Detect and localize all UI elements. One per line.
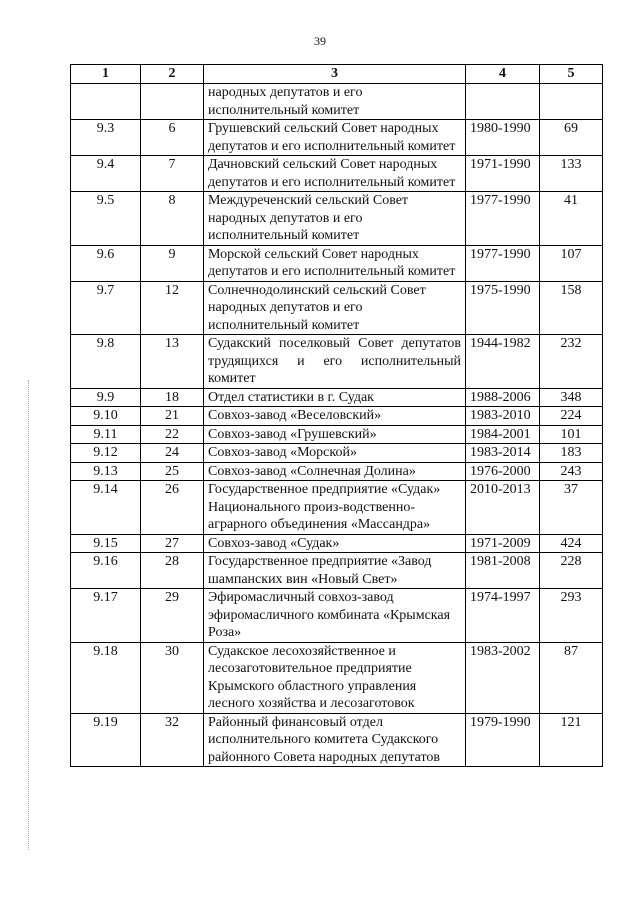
cell-file-count: 224	[540, 407, 603, 426]
cell-fund-index: 24	[141, 444, 204, 463]
table-row	[71, 642, 603, 713]
table-row	[71, 713, 603, 767]
cell-years: 1971-1990	[466, 156, 540, 192]
cell-number: 9.16	[71, 553, 141, 589]
table-row	[71, 481, 603, 535]
cell-fund-name: Междуреченский сельский Совет народных депутатов и его исполнительный комитет	[204, 192, 466, 246]
cell-fund-name: Совхоз-завод «Солнечная Долина»	[204, 462, 466, 481]
cell-file-count: 183	[540, 444, 603, 463]
cell-file-count: 121	[540, 713, 603, 767]
cell-fund-index: 32	[141, 713, 204, 767]
margin-dotted-line	[28, 380, 29, 850]
cell-fund-name: Районный финансовый отдел исполнительного комитета Судакского районного Совета народных депутатов	[204, 713, 466, 767]
cell-years: 1974-1997	[466, 589, 540, 643]
cell-fund-name: Грушевский сельский Совет народных депутатов и его исполнительный комитет	[204, 120, 466, 156]
header-col-5: 5	[540, 65, 603, 84]
header-col-3: 3	[204, 65, 466, 84]
header-col-4: 4	[466, 65, 540, 84]
cell-file-count: 41	[540, 192, 603, 246]
cell-file-count: 37	[540, 481, 603, 535]
cell-fund-name: Морской сельский Совет народных депутатов и его исполнительный комитет	[204, 245, 466, 281]
table-row	[71, 425, 603, 444]
cell-number: 9.10	[71, 407, 141, 426]
cell-number: 9.6	[71, 245, 141, 281]
table-row	[71, 388, 603, 407]
cell-fund-name: Совхоз-завод «Морской»	[204, 444, 466, 463]
cell-file-count: 243	[540, 462, 603, 481]
cell-fund-name: Эфиромасличный совхоз-завод эфиромасличного комбината «Крымская Роза»	[204, 589, 466, 643]
table-header-row	[71, 65, 603, 84]
cell-fund-index: 13	[141, 335, 204, 389]
table-row	[71, 245, 603, 281]
cell-fund-name: Совхоз-завод «Грушевский»	[204, 425, 466, 444]
table-row	[71, 120, 603, 156]
cell-years: 1983-2002	[466, 642, 540, 713]
cell-number: 9.5	[71, 192, 141, 246]
cell-fund-name: Судакское лесохозяйственное и лесозаготовительное предприятие Крымского областного управления лесного хозяйства и лесозаготовок	[204, 642, 466, 713]
table-row	[71, 84, 603, 120]
cell-number: 9.19	[71, 713, 141, 767]
cell-number: 9.18	[71, 642, 141, 713]
cell-years: 1977-1990	[466, 245, 540, 281]
cell-fund-index: 22	[141, 425, 204, 444]
cell-file-count	[540, 84, 603, 120]
cell-years: 1977-1990	[466, 192, 540, 246]
cell-number: 9.12	[71, 444, 141, 463]
table-row	[71, 589, 603, 643]
cell-years	[466, 84, 540, 120]
cell-fund-name: Дачновский сельский Совет народных депутатов и его исполнительный комитет	[204, 156, 466, 192]
cell-file-count: 69	[540, 120, 603, 156]
cell-fund-index: 21	[141, 407, 204, 426]
cell-number: 9.14	[71, 481, 141, 535]
cell-number: 9.9	[71, 388, 141, 407]
cell-fund-name: народных депутатов и его исполнительный комитет	[204, 84, 466, 120]
cell-file-count: 293	[540, 589, 603, 643]
cell-fund-name: Судакский поселковый Совет депутатов трудящихся и его исполнительный комитет	[204, 335, 466, 389]
table-row	[71, 407, 603, 426]
cell-fund-index: 29	[141, 589, 204, 643]
cell-years: 1975-1990	[466, 281, 540, 335]
cell-file-count: 232	[540, 335, 603, 389]
cell-years: 1981-2008	[466, 553, 540, 589]
table-row	[71, 444, 603, 463]
cell-fund-index: 7	[141, 156, 204, 192]
cell-years: 1980-1990	[466, 120, 540, 156]
cell-fund-index: 12	[141, 281, 204, 335]
cell-fund-name: Совхоз-завод «Судак»	[204, 534, 466, 553]
cell-years: 2010-2013	[466, 481, 540, 535]
cell-years: 1983-2010	[466, 407, 540, 426]
cell-fund-index: 28	[141, 553, 204, 589]
cell-fund-name: Отдел статистики в г. Судак	[204, 388, 466, 407]
cell-number: 9.11	[71, 425, 141, 444]
cell-fund-name: Государственное предприятие «Завод шампанских вин «Новый Свет»	[204, 553, 466, 589]
cell-number: 9.7	[71, 281, 141, 335]
cell-number: 9.8	[71, 335, 141, 389]
cell-fund-name: Совхоз-завод «Веселовский»	[204, 407, 466, 426]
table-row	[71, 192, 603, 246]
cell-years: 1984-2001	[466, 425, 540, 444]
cell-fund-index: 8	[141, 192, 204, 246]
cell-fund-index: 30	[141, 642, 204, 713]
cell-fund-index: 26	[141, 481, 204, 535]
cell-years: 1976-2000	[466, 462, 540, 481]
table-row	[71, 335, 603, 389]
cell-fund-index: 25	[141, 462, 204, 481]
cell-file-count: 107	[540, 245, 603, 281]
cell-years: 1944-1982	[466, 335, 540, 389]
cell-number	[71, 84, 141, 120]
cell-number: 9.17	[71, 589, 141, 643]
cell-fund-name: Солнечнодолинский сельский Совет народных депутатов и его исполнительный комитет	[204, 281, 466, 335]
cell-years: 1979-1990	[466, 713, 540, 767]
cell-fund-index: 18	[141, 388, 204, 407]
cell-number: 9.4	[71, 156, 141, 192]
cell-file-count: 228	[540, 553, 603, 589]
cell-file-count: 87	[540, 642, 603, 713]
header-col-2: 2	[141, 65, 204, 84]
cell-years: 1983-2014	[466, 444, 540, 463]
header-col-1: 1	[71, 65, 141, 84]
cell-file-count: 158	[540, 281, 603, 335]
table-row	[71, 156, 603, 192]
cell-file-count: 348	[540, 388, 603, 407]
cell-number: 9.3	[71, 120, 141, 156]
cell-number: 9.15	[71, 534, 141, 553]
cell-file-count: 133	[540, 156, 603, 192]
cell-number: 9.13	[71, 462, 141, 481]
cell-fund-index: 9	[141, 245, 204, 281]
cell-fund-index	[141, 84, 204, 120]
page-number: 39	[314, 34, 326, 48]
cell-years: 1988-2006	[466, 388, 540, 407]
fonds-table	[70, 64, 603, 767]
cell-fund-name: Государственное предприятие «Судак» Национального произ-водственно-аграрного объединения «Массандра»	[204, 481, 466, 535]
cell-fund-index: 27	[141, 534, 204, 553]
table-row	[71, 534, 603, 553]
table-row	[71, 553, 603, 589]
table-row	[71, 462, 603, 481]
table-row	[71, 281, 603, 335]
cell-file-count: 101	[540, 425, 603, 444]
cell-file-count: 424	[540, 534, 603, 553]
cell-fund-index: 6	[141, 120, 204, 156]
cell-years: 1971-2009	[466, 534, 540, 553]
